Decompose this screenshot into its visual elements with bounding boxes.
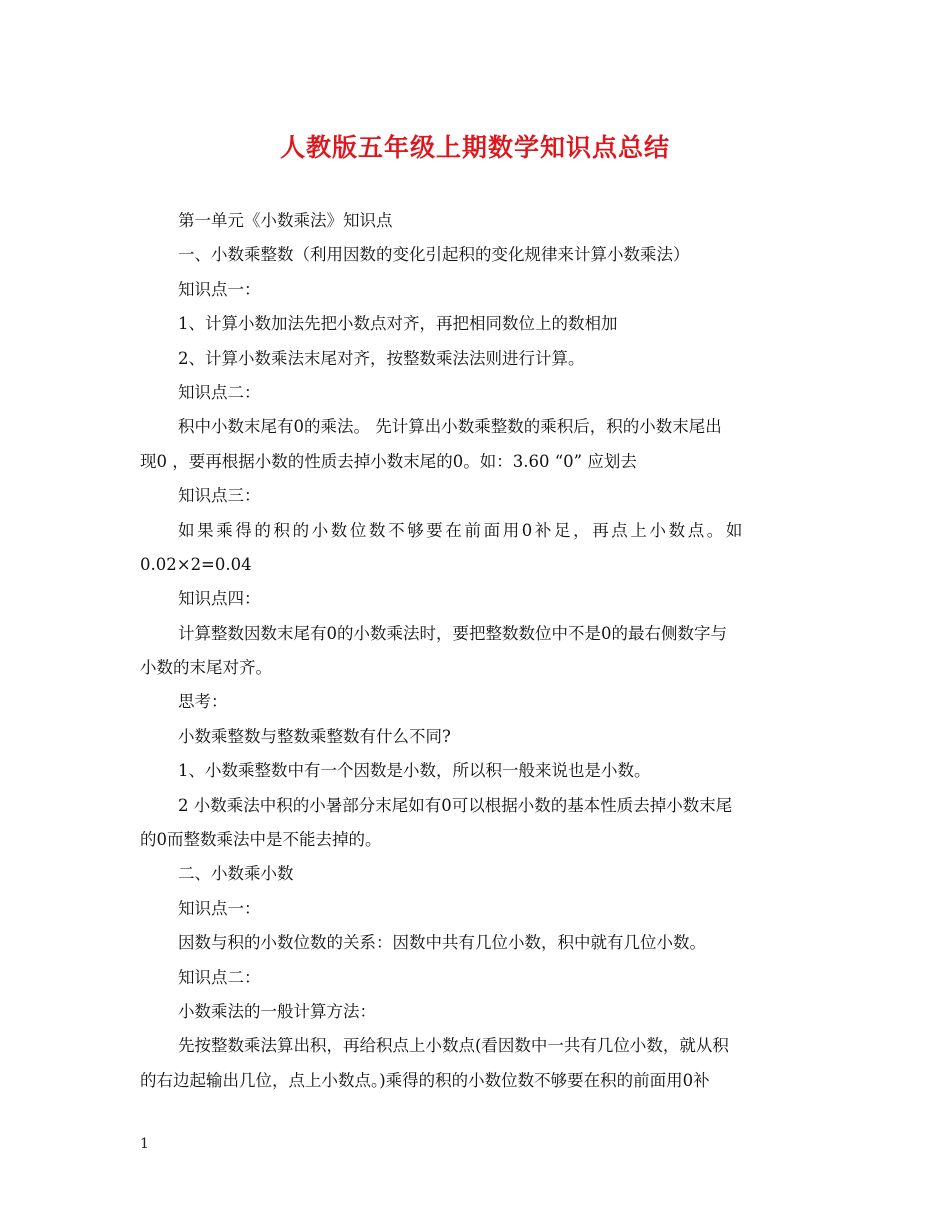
paragraph-line: 小数的末尾对齐。 — [140, 658, 272, 678]
paragraph-line: 1、计算小数加法先把小数点对齐，再把相同数位上的数相加 — [178, 314, 618, 334]
knowledge-point-label: 知识点一： — [178, 898, 261, 918]
paragraph-line: 先按整数乘法算出积，再给积点上小数点(看因数中一共有几位小数，就从积 — [178, 1036, 729, 1056]
knowledge-point-label: 知识点四： — [178, 589, 261, 609]
section-heading: 二、小数乘小数 — [178, 864, 294, 884]
paragraph-line: 的0而整数乘法中是不能去掉的。 — [140, 830, 382, 850]
knowledge-point-label: 知识点一： — [178, 279, 261, 299]
document-body — [140, 204, 812, 1098]
section-heading: 一、小数乘整数（利用因数的变化引起积的变化规律来计算小数乘法） — [178, 245, 690, 265]
paragraph-line: 如果乘得的积的小数位数不够要在前面用0补足，再点上小数点。如 — [178, 520, 745, 540]
page-number: 1 — [140, 1136, 149, 1152]
paragraph-line: 的右边起输出几位，点上小数点。)乘得的积的小数位数不够要在积的前面用0补 — [140, 1070, 710, 1090]
knowledge-point-label: 知识点二： — [178, 382, 261, 402]
paragraph-line: 1、小数乘整数中有一个因数是小数，所以积一般来说也是小数。 — [178, 761, 651, 781]
paragraph-line: 小数乘整数与整数乘整数有什么不同? — [178, 726, 451, 746]
paragraph-line: 2 小数乘法中积的小暑部分末尾如有0可以根据小数的基本性质去掉小数末尾 — [178, 795, 733, 815]
paragraph-line: 小数乘法的一般计算方法： — [178, 1001, 376, 1021]
document-title: 人教版五年级上期数学知识点总结 — [279, 133, 670, 162]
paragraph-line: 计算整数因数末尾有0的小数乘法时，要把整数数位中不是0的最右侧数字与 — [178, 623, 727, 643]
paragraph-line: 积中小数末尾有0的乘法。 先计算出小数乘整数的乘积后，积的小数末尾出 — [178, 417, 722, 437]
unit-heading: 第一单元《小数乘法》知识点 — [178, 211, 393, 230]
paragraph-line: 0.02×2=0.04 — [140, 554, 252, 574]
paragraph-line: 2、计算小数乘法末尾对齐，按整数乘法法则进行计算。 — [178, 348, 585, 368]
paragraph-line: 因数与积的小数位数的关系：因数中共有几位小数，积中就有几位小数。 — [178, 933, 706, 953]
knowledge-point-label: 知识点三： — [178, 486, 261, 506]
think-label: 思考： — [178, 692, 228, 712]
knowledge-point-label: 知识点二： — [178, 967, 261, 987]
paragraph-line: 现0 ，要再根据小数的性质去掉小数末尾的0。如：3.60 “0” 应划去 — [140, 451, 637, 471]
